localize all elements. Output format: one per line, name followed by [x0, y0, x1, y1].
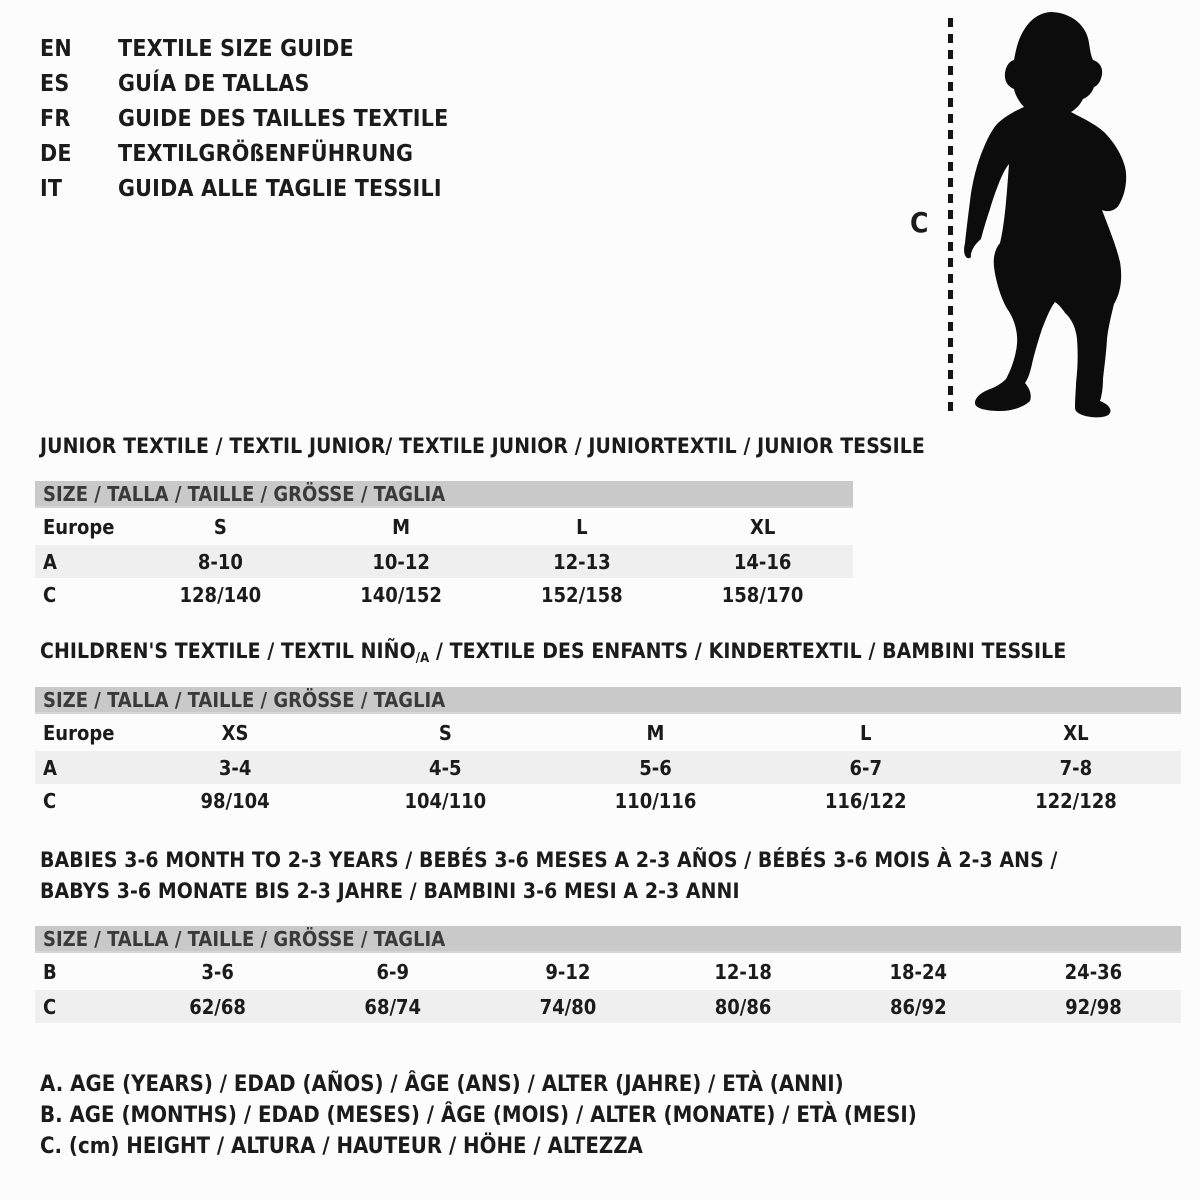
table-cell: XL — [749, 514, 776, 539]
table-cell: 3-6 — [201, 959, 234, 984]
table-cell: 140/152 — [360, 582, 442, 607]
children-size-table — [35, 687, 1181, 817]
language-row — [40, 66, 448, 101]
language-row — [40, 171, 448, 206]
table-cell: 6-7 — [849, 755, 882, 780]
language-title: TEXTILE SIZE GUIDE — [118, 35, 354, 62]
row-label: C — [43, 582, 57, 607]
babies-title-line1: BABIES 3-6 MONTH TO 2-3 YEARS / BEBÉS 3-6 MESES A 2-3 AÑOS / BÉBÉS 3-6 MOIS À 2-3 ANS / — [40, 848, 1058, 872]
height-measure-dashed-line — [948, 18, 953, 414]
language-code: ES — [40, 70, 70, 97]
table-cell: 18-24 — [889, 959, 948, 984]
table-cell: 104/110 — [404, 788, 487, 813]
table-cell: 12-18 — [714, 959, 772, 984]
table-cell: 98/104 — [200, 788, 270, 813]
row-label: Europe — [43, 720, 115, 745]
table-cell: 8-10 — [197, 549, 243, 574]
table-cell: 9-12 — [545, 959, 591, 984]
language-title: GUIDE DES TAILLES TEXTILE — [118, 105, 449, 132]
junior-section-title: JUNIOR TEXTILE / TEXTIL JUNIOR/ TEXTILE JUNIOR / JUNIORTEXTIL / JUNIOR TESSILE — [40, 434, 925, 458]
table-row — [35, 784, 1181, 817]
table-cell: XL — [1063, 720, 1089, 745]
row-label: C — [43, 788, 57, 813]
size-header-bar: SIZE / TALLA / TAILLE / GRÖSSE / TAGLIA — [35, 481, 853, 508]
language-code: FR — [40, 105, 71, 132]
babies-title-line2: BABYS 3-6 MONATE BIS 2-3 JAHRE / BAMBINI 3-6 MESI A 2-3 ANNI — [40, 879, 740, 903]
table-cell: S — [438, 720, 452, 745]
table-cell: 80/86 — [714, 994, 772, 1019]
table-cell: S — [213, 514, 227, 539]
table-cell: L — [859, 720, 872, 745]
measurement-legend — [40, 1069, 917, 1162]
table-cell: 74/80 — [539, 994, 597, 1019]
children-title-main: CHILDREN'S TEXTILE / TEXTIL NIÑO — [40, 639, 416, 663]
table-cell: 92/98 — [1065, 994, 1122, 1019]
table-cell: L — [576, 514, 588, 539]
table-row — [35, 508, 853, 545]
junior-size-table — [35, 481, 853, 611]
table-row — [35, 990, 1181, 1023]
language-title: GUIDA ALLE TAGLIE TESSILI — [118, 175, 442, 202]
row-label: A — [43, 549, 57, 574]
table-cell: XS — [221, 720, 249, 745]
table-cell: 24-36 — [1064, 959, 1123, 984]
babies-size-table — [35, 926, 1181, 1023]
table-cell: 68/74 — [364, 994, 422, 1019]
table-cell: 110/116 — [614, 788, 697, 813]
row-label: A — [43, 755, 57, 780]
table-cell: 122/128 — [1035, 788, 1117, 813]
table-cell: M — [392, 514, 411, 539]
language-code: EN — [40, 35, 72, 62]
legend-line-b: B. AGE (MONTHS) / EDAD (MESES) / ÂGE (MOIS) / ALTER (MONATE) / ETÀ (MESI) — [40, 1103, 917, 1128]
language-row — [40, 136, 448, 171]
table-cell: 7-8 — [1059, 755, 1093, 780]
table-row — [35, 953, 1181, 990]
language-row — [40, 31, 448, 66]
size-header-bar: SIZE / TALLA / TAILLE / GRÖSSE / TAGLIA — [35, 687, 1181, 714]
height-measure-label: C — [910, 206, 929, 239]
table-cell: 152/158 — [541, 582, 623, 607]
children-title-subscript: /A — [415, 651, 430, 666]
language-title: TEXTILGRÖßENFÜHRUNG — [118, 140, 414, 167]
row-label: C — [43, 994, 57, 1019]
language-title-block — [40, 31, 448, 206]
language-code: DE — [40, 140, 72, 167]
table-cell: 5-6 — [639, 755, 672, 780]
table-cell: 14-16 — [733, 549, 792, 574]
legend-line-c: C. (cm) HEIGHT / ALTURA / HAUTEUR / HÖHE / ALTEZZA — [40, 1134, 643, 1159]
babies-section-title — [40, 845, 1057, 907]
table-cell: 6-9 — [376, 959, 410, 984]
toddler-silhouette-icon — [962, 10, 1144, 420]
table-row — [35, 545, 853, 578]
table-cell: 3-4 — [218, 755, 252, 780]
table-cell: 4-5 — [429, 755, 462, 780]
table-row — [35, 714, 1181, 751]
children-title-rest: / TEXTILE DES ENFANTS / KINDERTEXTIL / BAMBINI TESSILE — [429, 639, 1067, 663]
language-code: IT — [40, 175, 63, 202]
table-cell: 62/68 — [189, 994, 246, 1019]
size-header-bar: SIZE / TALLA / TAILLE / GRÖSSE / TAGLIA — [35, 926, 1181, 953]
table-cell: 116/122 — [824, 788, 907, 813]
table-row — [35, 751, 1181, 784]
table-row — [35, 578, 853, 611]
table-cell: 158/170 — [721, 582, 804, 607]
table-cell: 86/92 — [889, 994, 947, 1019]
table-cell: 128/140 — [179, 582, 262, 607]
table-cell: 10-12 — [372, 549, 430, 574]
language-row — [40, 101, 448, 136]
language-title: GUÍA DE TALLAS — [118, 70, 310, 97]
legend-line-a: A. AGE (YEARS) / EDAD (AÑOS) / ÂGE (ANS) / ALTER (JAHRE) / ETÀ (ANNI) — [40, 1072, 844, 1097]
row-label: Europe — [43, 514, 115, 539]
children-section-title — [40, 639, 1067, 666]
row-label: B — [43, 959, 57, 984]
table-cell: 12-13 — [553, 549, 611, 574]
table-cell: M — [646, 720, 665, 745]
